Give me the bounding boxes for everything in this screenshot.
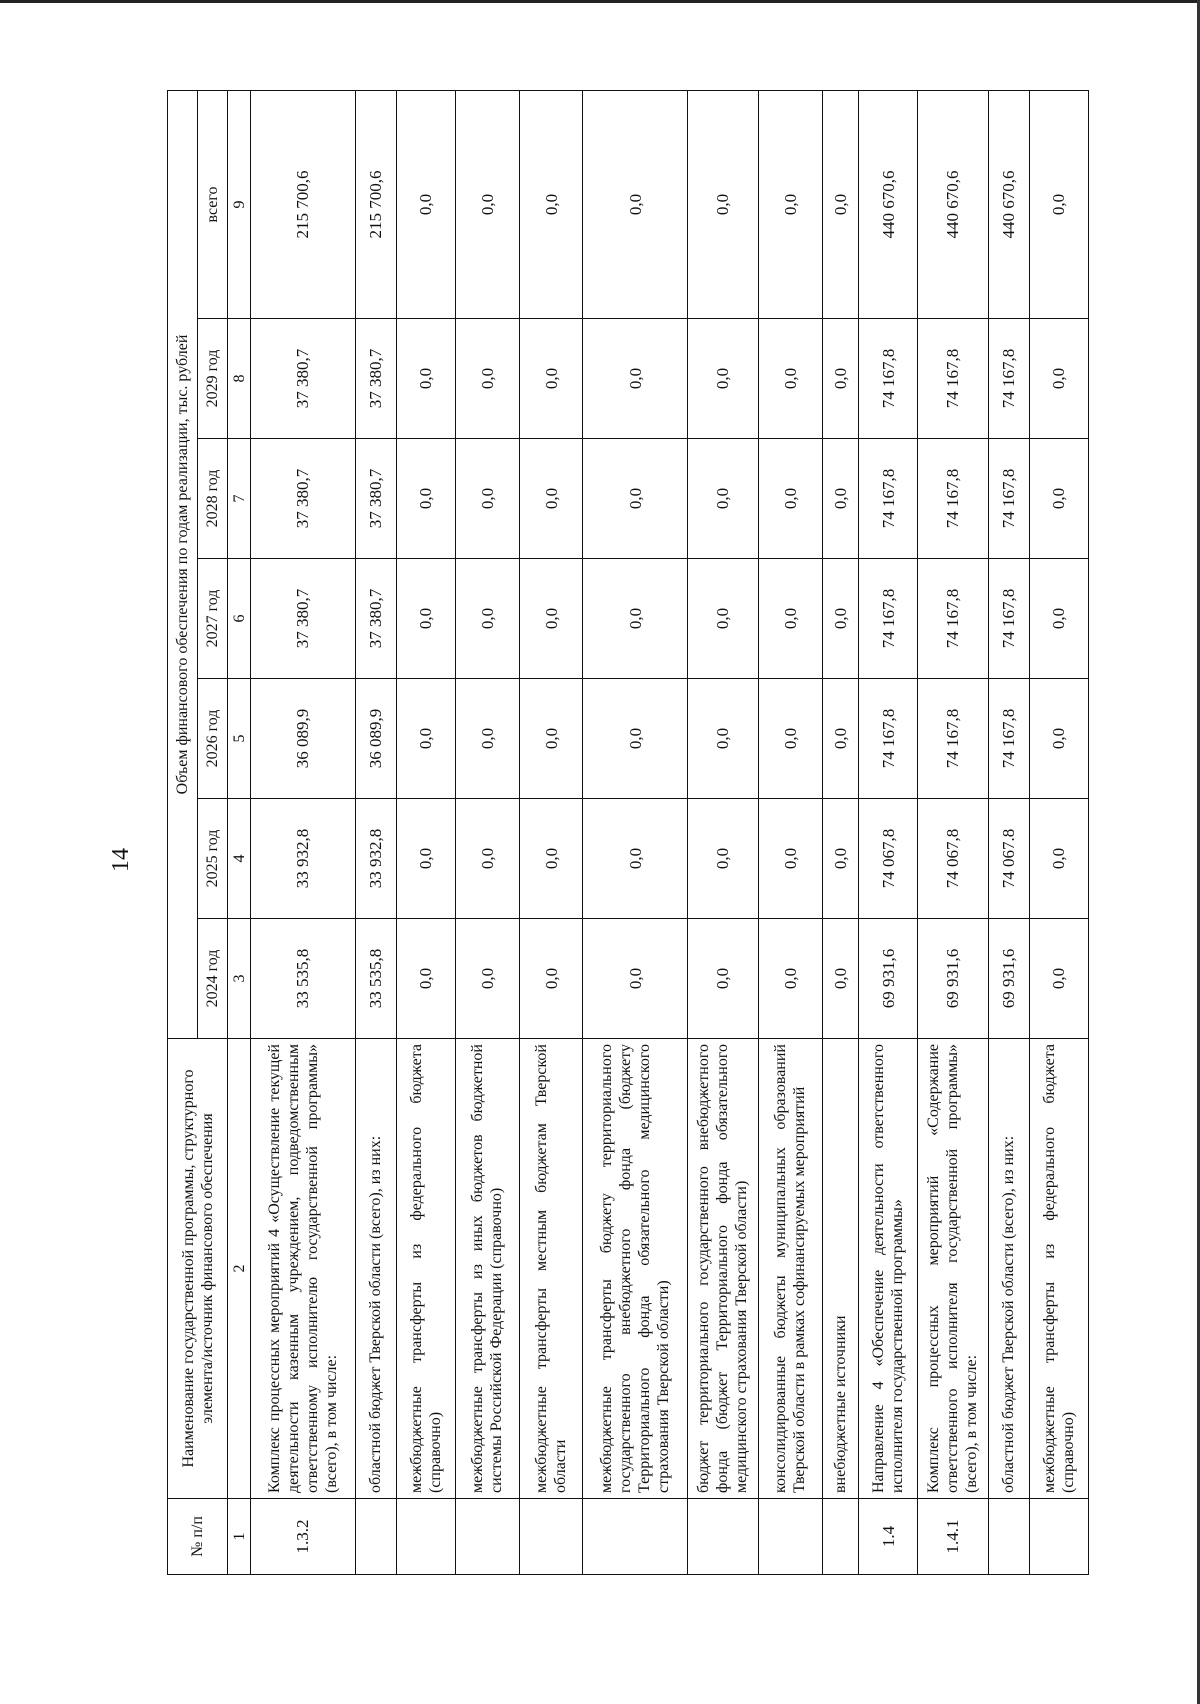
row-value-5: 0,0 — [519, 679, 583, 799]
header-no: № п/п — [168, 1499, 228, 1575]
row-name: внебюджетные источники — [822, 1039, 858, 1499]
row-value-9: 0,0 — [688, 90, 759, 318]
row-value-5: 36 089,9 — [355, 679, 396, 799]
header-year-1: 2025 год — [198, 799, 228, 919]
row-value-9: 0,0 — [1029, 90, 1088, 318]
row-name: межбюджетные трансферты местным бюджетам Тверской области — [519, 1039, 583, 1499]
row-code — [822, 1499, 858, 1575]
row-name: Направление 4 «Обеспечение деятельности ответственного исполнителя государственной программы» — [858, 1039, 917, 1499]
row-value-3: 69 931,6 — [858, 919, 917, 1039]
row-value-5: 0,0 — [583, 679, 688, 799]
row-value-8: 0,0 — [1029, 319, 1088, 439]
table-row — [822, 90, 858, 1574]
row-value-8: 37 380,7 — [251, 319, 356, 439]
row-value-4: 33 932,8 — [355, 799, 396, 919]
row-value-9: 0,0 — [583, 90, 688, 318]
row-value-3: 0,0 — [583, 919, 688, 1039]
row-value-6: 37 380,7 — [355, 559, 396, 679]
row-value-3: 33 535,8 — [355, 919, 396, 1039]
table-row — [758, 90, 822, 1574]
row-value-6: 0,0 — [396, 559, 455, 679]
financing-table — [167, 90, 1089, 1575]
row-value-7: 0,0 — [688, 439, 759, 559]
row-value-5: 0,0 — [822, 679, 858, 799]
row-name: бюджет территориального государственного внебюджетного фонда (бюджет Территориального фонда обязательного медицинского страхования Тверской области) — [688, 1039, 759, 1499]
table-header — [168, 90, 251, 1574]
row-code — [396, 1499, 455, 1575]
column-number: 9 — [228, 90, 251, 318]
row-code — [758, 1499, 822, 1575]
row-value-3: 69 931,6 — [918, 919, 989, 1039]
row-value-7: 0,0 — [583, 439, 688, 559]
row-value-4: 0,0 — [822, 799, 858, 919]
row-value-7: 37 380,7 — [251, 439, 356, 559]
row-value-8: 74 167,8 — [858, 319, 917, 439]
table-row — [251, 90, 356, 1574]
row-value-4: 0,0 — [455, 799, 519, 919]
row-value-9: 0,0 — [396, 90, 455, 318]
row-value-3: 0,0 — [1029, 919, 1088, 1039]
row-value-9: 0,0 — [758, 90, 822, 318]
row-value-9: 215 700,6 — [251, 90, 356, 318]
row-value-6: 74 167,8 — [858, 559, 917, 679]
row-value-4: 74 067,8 — [858, 799, 917, 919]
row-value-6: 0,0 — [519, 559, 583, 679]
row-value-9: 440 670,6 — [918, 90, 989, 318]
row-value-5: 0,0 — [396, 679, 455, 799]
row-value-3: 0,0 — [688, 919, 759, 1039]
table-row — [355, 90, 396, 1574]
row-value-6: 74 167,8 — [918, 559, 989, 679]
row-value-4: 0,0 — [583, 799, 688, 919]
row-value-9: 0,0 — [519, 90, 583, 318]
row-value-4: 0,0 — [1029, 799, 1088, 919]
row-name: межбюджетные трансферты бюджету территориального государственного внебюджетного фонда (бюджету Территориального фонда обязательного медицинского страхования Тверской области) — [583, 1039, 688, 1499]
row-value-6: 0,0 — [583, 559, 688, 679]
column-number: 6 — [228, 559, 251, 679]
header-name: Наименование государственной программы, структурного элемента/источник финансового обеспечения — [168, 1039, 228, 1499]
row-value-5: 74 167,8 — [988, 679, 1029, 799]
row-value-5: 0,0 — [1029, 679, 1088, 799]
row-code: 1.3.2 — [251, 1499, 356, 1575]
row-value-8: 37 380,7 — [355, 319, 396, 439]
table-row — [988, 90, 1029, 1574]
row-value-4: 0,0 — [519, 799, 583, 919]
table-body — [251, 90, 1089, 1574]
table-row — [918, 90, 989, 1574]
header-year-5: 2029 год — [198, 319, 228, 439]
row-value-3: 0,0 — [519, 919, 583, 1039]
row-value-4: 0,0 — [688, 799, 759, 919]
row-value-7: 37 380,7 — [355, 439, 396, 559]
row-name: межбюджетные трансферты из федерального бюджета (справочно) — [1029, 1039, 1088, 1499]
row-value-7: 0,0 — [758, 439, 822, 559]
column-number: 3 — [228, 919, 251, 1039]
row-code: 1.4.1 — [918, 1499, 989, 1575]
row-value-4: 0,0 — [758, 799, 822, 919]
row-value-7: 0,0 — [822, 439, 858, 559]
row-value-9: 215 700,6 — [355, 90, 396, 318]
column-number: 1 — [228, 1499, 251, 1575]
column-number: 2 — [228, 1039, 251, 1499]
header-year-3: 2027 год — [198, 559, 228, 679]
row-value-7: 0,0 — [1029, 439, 1088, 559]
column-number: 5 — [228, 679, 251, 799]
row-code — [455, 1499, 519, 1575]
row-value-9: 0,0 — [822, 90, 858, 318]
row-value-8: 0,0 — [396, 319, 455, 439]
row-value-8: 0,0 — [822, 319, 858, 439]
row-value-5: 0,0 — [758, 679, 822, 799]
row-value-5: 0,0 — [455, 679, 519, 799]
table-row — [688, 90, 759, 1574]
row-value-5: 74 167,8 — [858, 679, 917, 799]
header-volume: Объем финансового обеспечения по годам реализации, тыс. рублей — [168, 90, 198, 1038]
row-value-6: 0,0 — [1029, 559, 1088, 679]
row-value-3: 69 931,6 — [988, 919, 1029, 1039]
row-code — [688, 1499, 759, 1575]
table-row — [1029, 90, 1088, 1574]
row-value-8: 74 167,8 — [918, 319, 989, 439]
table-row — [455, 90, 519, 1574]
rotated-table-container — [167, 91, 1089, 1575]
header-year-4: 2028 год — [198, 439, 228, 559]
row-value-4: 74 067.8 — [988, 799, 1029, 919]
row-value-8: 0,0 — [519, 319, 583, 439]
table-row — [858, 90, 917, 1574]
row-code — [1029, 1499, 1088, 1575]
row-code: 1.4 — [858, 1499, 917, 1575]
row-value-3: 0,0 — [455, 919, 519, 1039]
row-value-8: 74 167,8 — [988, 319, 1029, 439]
row-name: межбюджетные трансферты из федерального бюджета (справочно) — [396, 1039, 455, 1499]
row-value-7: 74 167,8 — [858, 439, 917, 559]
row-value-7: 74 167,8 — [988, 439, 1029, 559]
page-edge-top — [0, 0, 1200, 3]
row-value-3: 0,0 — [758, 919, 822, 1039]
row-name: консолидированные бюджеты муниципальных образований Тверской области в рамках софинансируемых мероприятий — [758, 1039, 822, 1499]
column-number: 4 — [228, 799, 251, 919]
column-number: 7 — [228, 439, 251, 559]
row-value-7: 74 167,8 — [918, 439, 989, 559]
row-value-8: 0,0 — [758, 319, 822, 439]
row-name: областной бюджет Тверской области (всего), из них: — [988, 1039, 1029, 1499]
row-value-7: 0,0 — [396, 439, 455, 559]
row-value-8: 0,0 — [583, 319, 688, 439]
row-code — [988, 1499, 1029, 1575]
row-name: Комплекс процессных мероприятий 4 «Осуществление текущей деятельности казенным учреждением, подведомственным ответственному исполнителю государственной программы» (всего), в том числе: — [251, 1039, 356, 1499]
row-value-4: 74 067,8 — [918, 799, 989, 919]
column-number: 8 — [228, 319, 251, 439]
row-value-5: 74 167,8 — [918, 679, 989, 799]
row-code — [583, 1499, 688, 1575]
row-name: межбюджетные трансферты из иных бюджетов бюджетной системы Российской Федерации (справочно) — [455, 1039, 519, 1499]
row-value-6: 74 167,8 — [988, 559, 1029, 679]
row-name: Комплекс процессных мероприятий «Содержание ответственного исполнителя государственной программы» (всего), в том числе: — [918, 1039, 989, 1499]
row-value-7: 0,0 — [519, 439, 583, 559]
row-code — [519, 1499, 583, 1575]
header-year-0: 2024 год — [198, 919, 228, 1039]
table-row — [519, 90, 583, 1574]
page-number: 14 — [107, 848, 134, 872]
row-value-6: 37 380,7 — [251, 559, 356, 679]
row-code — [355, 1499, 396, 1575]
row-value-5: 0,0 — [688, 679, 759, 799]
row-value-6: 0,0 — [822, 559, 858, 679]
row-value-4: 33 932,8 — [251, 799, 356, 919]
row-value-5: 36 089,9 — [251, 679, 356, 799]
row-value-8: 0,0 — [455, 319, 519, 439]
header-year-2: 2026 год — [198, 679, 228, 799]
row-value-6: 0,0 — [688, 559, 759, 679]
row-value-3: 0,0 — [396, 919, 455, 1039]
row-name: областной бюджет Тверской области (всего), из них: — [355, 1039, 396, 1499]
row-value-9: 440 670,6 — [988, 90, 1029, 318]
table-row — [583, 90, 688, 1574]
row-value-4: 0,0 — [396, 799, 455, 919]
row-value-7: 0,0 — [455, 439, 519, 559]
header-year-6: всего — [198, 90, 228, 318]
row-value-6: 0,0 — [455, 559, 519, 679]
row-value-6: 0,0 — [758, 559, 822, 679]
row-value-9: 440 670,6 — [858, 90, 917, 318]
row-value-9: 0,0 — [455, 90, 519, 318]
row-value-3: 0,0 — [822, 919, 858, 1039]
table-row — [396, 90, 455, 1574]
row-value-3: 33 535,8 — [251, 919, 356, 1039]
row-value-8: 0,0 — [688, 319, 759, 439]
